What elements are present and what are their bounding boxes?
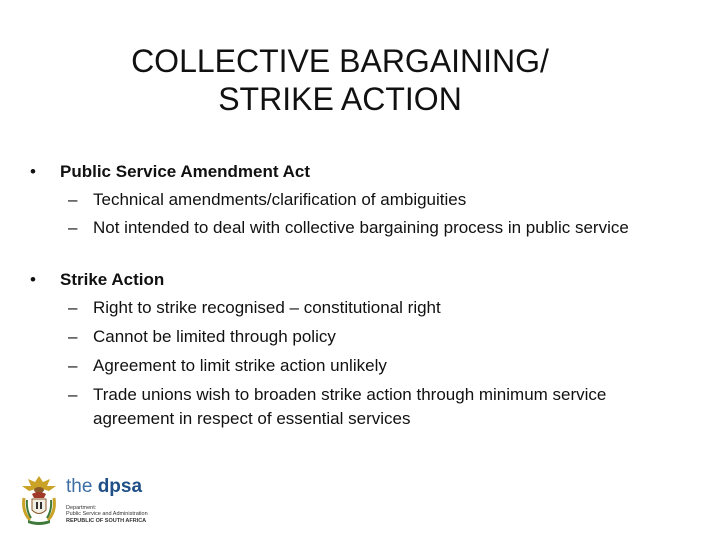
- dept-line-1: Department:: [66, 505, 97, 511]
- sub-bullet-text: Not intended to deal with collective bargaining process in public service: [93, 218, 629, 237]
- department-text: [66, 505, 148, 524]
- sub-bullet-text: Right to strike recognised – constitutional right: [93, 298, 441, 317]
- dept-line-3: REPUBLIC OF SOUTH AFRICA: [66, 517, 147, 524]
- sub-bullet-marker: –: [68, 327, 78, 346]
- sub-bullet-marker: –: [68, 385, 78, 404]
- sub-bullet-text: Agreement to limit strike action unlikely: [93, 356, 387, 375]
- bullet-marker: •: [30, 270, 36, 289]
- bullet-text: Public Service Amendment Act: [60, 162, 311, 181]
- coat-of-arms-icon: [16, 474, 62, 526]
- bullet-marker: •: [30, 162, 36, 181]
- bullet-text: Strike Action: [60, 270, 165, 289]
- title-line-1: COLLECTIVE BARGAINING/: [131, 43, 549, 79]
- sub-bullet-marker: –: [68, 190, 78, 209]
- brand-dpsa: dpsa: [97, 476, 143, 497]
- title-line-2: STRIKE ACTION: [218, 81, 462, 117]
- sub-bullet-marker: –: [68, 218, 78, 237]
- brand-the: the: [66, 476, 93, 497]
- sub-bullet-marker: –: [68, 298, 78, 317]
- sub-bullet-marker: –: [68, 356, 78, 375]
- brand-wordmark: [66, 476, 142, 498]
- dept-line-2: Public Service and Administration: [66, 511, 148, 518]
- dpsa-logo: [16, 474, 156, 528]
- sub-bullet-text: Trade unions wish to broaden strike action through minimum service agreement in respect of essential services: [93, 385, 607, 428]
- sub-bullet-text: Technical amendments/clarification of ambiguities: [93, 190, 467, 209]
- sub-bullet-text: Cannot be limited through policy: [93, 327, 336, 346]
